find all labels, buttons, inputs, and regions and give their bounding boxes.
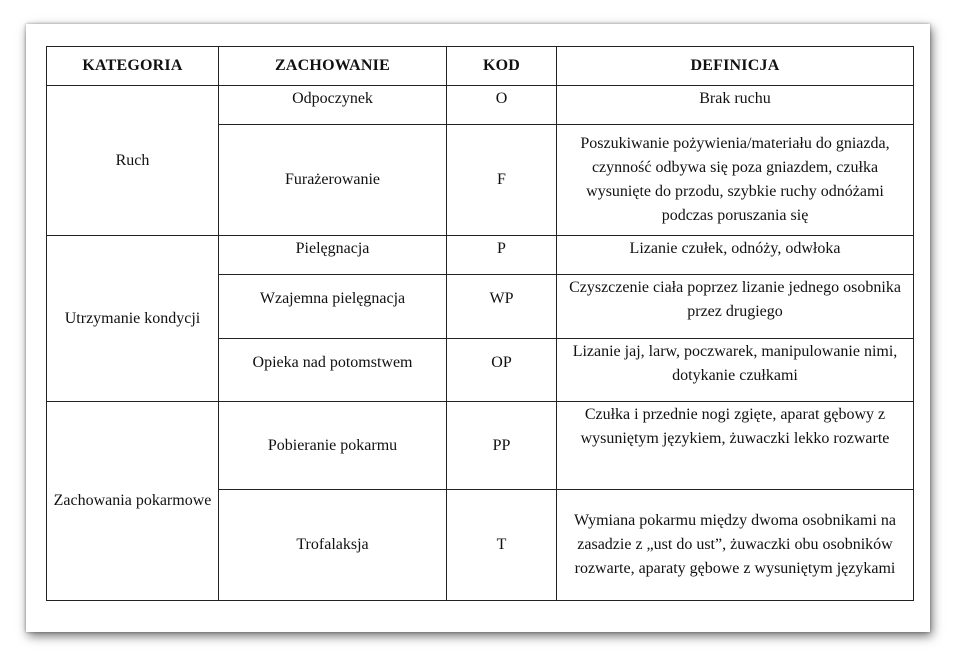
- definition-cell: Lizanie jaj, larw, poczwarek, manipulowanie nimi, dotykanie czułkami: [557, 339, 914, 402]
- definition-cell: Czyszczenie ciała poprzez lizanie jednego osobnika przez drugiego: [557, 275, 914, 339]
- code-cell: O: [447, 86, 557, 125]
- definition-cell: Lizanie czułek, odnóży, odwłoka: [557, 236, 914, 275]
- behavior-cell: Odpoczynek: [219, 86, 447, 125]
- behavior-cell: Pobieranie pokarmu: [219, 402, 447, 490]
- definition-cell: Brak ruchu: [557, 86, 914, 125]
- code-cell: T: [447, 490, 557, 601]
- code-cell: PP: [447, 402, 557, 490]
- code-cell: P: [447, 236, 557, 275]
- behavior-cell: Pielęgnacja: [219, 236, 447, 275]
- code-cell: F: [447, 125, 557, 236]
- header-category: KATEGORIA: [47, 47, 219, 86]
- header-row: [47, 47, 914, 86]
- behavior-cell: Trofalaksja: [219, 490, 447, 601]
- category-cell: Ruch: [47, 86, 219, 236]
- header-code: KOD: [447, 47, 557, 86]
- behavior-cell: Opieka nad potomstwem: [219, 339, 447, 402]
- category-cell: Utrzymanie kondycji: [47, 236, 219, 402]
- code-cell: WP: [447, 275, 557, 339]
- behavior-cell: Furażerowanie: [219, 125, 447, 236]
- definition-cell: Poszukiwanie pożywienia/materiału do gniazda, czynność odbywa się poza gniazdem, czułka wysunięte do przodu, szybkie ruchy odnóżami podczas poruszania się: [557, 125, 914, 236]
- table-row: [47, 236, 914, 275]
- document-page: [26, 24, 930, 632]
- category-cell: Zachowania pokarmowe: [47, 402, 219, 601]
- behavior-cell: Wzajemna pielęgnacja: [219, 275, 447, 339]
- table-row: [47, 402, 914, 490]
- definition-cell: Wymiana pokarmu między dwoma osobnikami na zasadzie z „ust do ust”, żuwaczki obu osobników rozwarte, aparaty gębowe z wysuniętym językami: [557, 490, 914, 601]
- code-cell: OP: [447, 339, 557, 402]
- table-row: [47, 86, 914, 125]
- header-behavior: ZACHOWANIE: [219, 47, 447, 86]
- definition-cell: Czułka i przednie nogi zgięte, aparat gębowy z wysuniętym językiem, żuwaczki lekko rozwarte: [557, 402, 914, 490]
- header-definition: DEFINICJA: [557, 47, 914, 86]
- behavior-table: [46, 46, 914, 601]
